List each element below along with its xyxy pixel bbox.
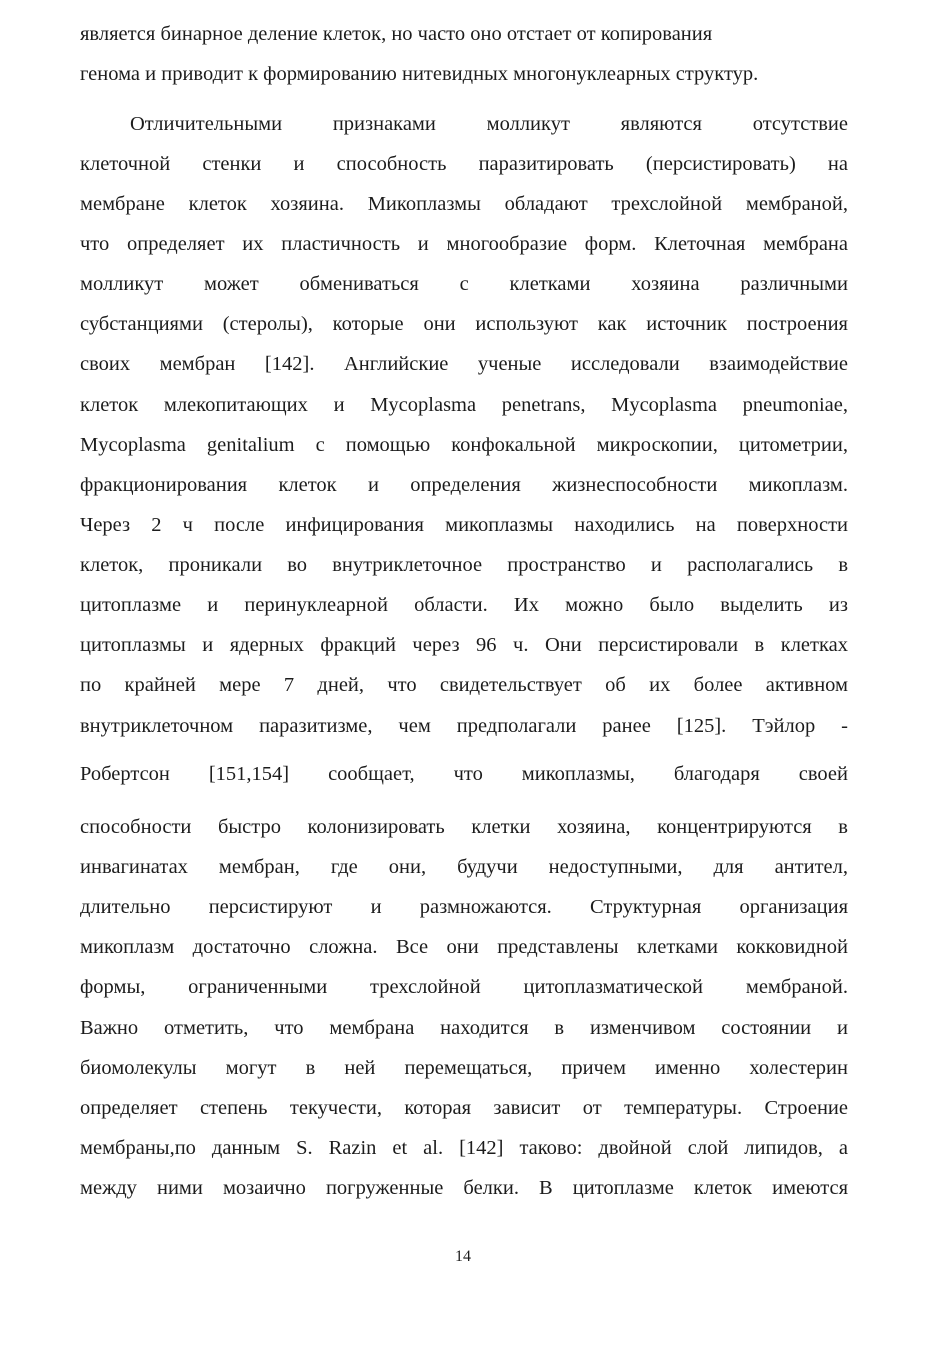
text-line: Важно отметить, что мембрана находится в изменчивом состоянии и — [80, 1017, 848, 1039]
text-line: формы, ограниченными трехслойной цитоплазматической мембраной. — [80, 976, 848, 998]
text-line: мембране клеток хозяина. Микоплазмы обладают трехслойной мембраной, — [80, 193, 848, 215]
text-line: Через 2 ч после инфицирования микоплазмы находились на поверхности — [80, 514, 848, 536]
text-line: по крайней мере 7 дней, что свидетельствует об их более активном — [80, 674, 848, 696]
text-line: субстанциями (стеролы), которые они используют как источник построения — [80, 313, 848, 335]
text-line: цитоплазме и перинуклеарной области. Их можно было выделить из — [80, 594, 848, 616]
text-line: Отличительными признаками молликут являются отсутствие — [130, 113, 848, 135]
text-line: фракционирования клеток и определения жизнеспособности микоплазм. — [80, 474, 848, 496]
text-line: длительно персистируют и размножаются. Структурная организация — [80, 896, 848, 918]
text-line: внутриклеточном паразитизме, чем предполагали ранее [125]. Тэйлор - — [80, 715, 848, 737]
text-line: Робертсон [151,154] сообщает, что микоплазмы, благодаря своей — [80, 763, 848, 785]
text-line: между ними мозаично погруженные белки. В цитоплазме клеток имеются — [80, 1177, 848, 1199]
text-line: что определяет их пластичность и многообразие форм. Клеточная мембрана — [80, 233, 848, 255]
text-line: клеток, проникали во внутриклеточное пространство и располагались в — [80, 554, 848, 576]
text-line: генома и приводит к формированию нитевидных многонуклеарных структур. — [80, 63, 759, 85]
text-line: инвагинатах мембран, где они, будучи недоступными, для антител, — [80, 856, 848, 878]
text-line: цитоплазмы и ядерных фракций через 96 ч. Они персистировали в клетках — [80, 634, 848, 656]
text-line: является бинарное деление клеток, но часто оно отстает от копирования — [80, 23, 713, 45]
text-line: определяет степень текучести, которая зависит от температуры. Строение — [80, 1097, 848, 1119]
page-number: 14 — [455, 1248, 471, 1265]
text-line: микоплазм достаточно сложна. Все они представлены клетками кокковидной — [80, 936, 848, 958]
text-line: мембраны,по данным S. Razin et al. [142] таково: двойной слой липидов, а — [80, 1137, 848, 1159]
text-line: Mycoplasma genitalium с помощью конфокальной микроскопии, цитометрии, — [80, 434, 848, 456]
text-line: молликут может обмениваться с клетками хозяина различными — [80, 273, 848, 295]
text-line: биомолекулы могут в ней перемещаться, причем именно холестерин — [80, 1057, 848, 1079]
text-line: клеток млекопитающих и Mycoplasma penetrans, Mycoplasma pneumoniae, — [80, 394, 848, 416]
text-line: способности быстро колонизировать клетки хозяина, концентрируются в — [80, 816, 848, 838]
text-line: клеточной стенки и способность паразитировать (персистировать) на — [80, 153, 848, 175]
text-line: своих мембран [142]. Английские ученые исследовали взаимодействие — [80, 353, 848, 375]
